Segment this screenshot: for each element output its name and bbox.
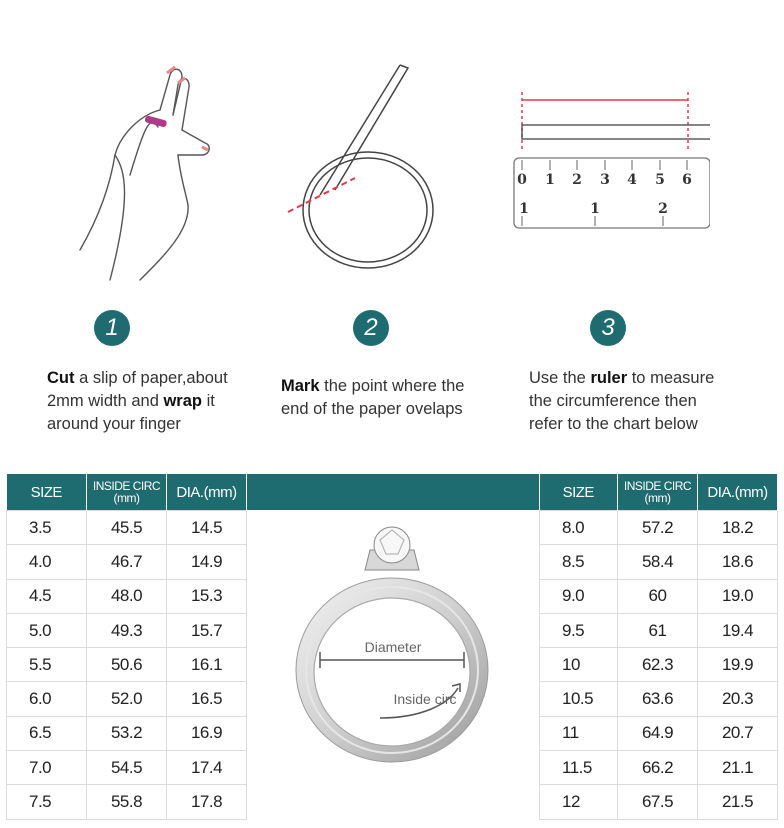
header-size: SIZE <box>540 474 618 511</box>
table-row <box>540 682 778 716</box>
table-row <box>540 579 778 613</box>
ruler-tick-2: 2 <box>572 172 582 188</box>
ruler-cm-tick-a: 1 <box>519 201 529 217</box>
ruler-tick-5: 5 <box>655 172 665 188</box>
table-cell-circ: 53.2 <box>87 716 167 750</box>
header-dia: DIA.(mm) <box>698 474 778 511</box>
table-row <box>540 751 778 785</box>
table-cell-sz: 6.5 <box>7 716 87 750</box>
table-cell-dia: 17.4 <box>167 751 247 785</box>
table-row <box>540 785 778 819</box>
table-cell-circ: 67.5 <box>618 785 698 819</box>
table-cell-sz: 8.5 <box>540 545 618 579</box>
ruler-tick-3: 3 <box>600 172 610 188</box>
table-cell-dia: 14.9 <box>167 545 247 579</box>
table-cell-sz: 10.5 <box>540 682 618 716</box>
table-row <box>540 716 778 750</box>
table-row <box>7 613 247 647</box>
table-row <box>7 682 247 716</box>
table-cell-circ: 46.7 <box>87 545 167 579</box>
table-row <box>7 785 247 819</box>
header-size: SIZE <box>7 474 87 511</box>
table-row <box>7 545 247 579</box>
table-cell-sz: 11.5 <box>540 751 618 785</box>
ruler-tick-1: 1 <box>545 172 555 188</box>
table-cell-dia: 18.6 <box>698 545 778 579</box>
step-1-text: Cut a slip of paper,about 2mm width and wrap it around your finger <box>47 369 228 433</box>
table-cell-sz: 3.5 <box>7 511 87 545</box>
table-row <box>7 579 247 613</box>
step-3-text: Use the ruler to measure the circumference then refer to the chart below <box>529 369 715 433</box>
step-3-badge: 3 <box>590 310 626 346</box>
table-cell-sz: 5.5 <box>7 648 87 682</box>
table-row <box>7 751 247 785</box>
diameter-label: Diameter <box>364 639 422 655</box>
table-cell-sz: 9.0 <box>540 579 618 613</box>
table-row <box>540 545 778 579</box>
table-body-right <box>540 511 778 820</box>
inside-circ-label: Inside circ <box>393 691 457 707</box>
table-cell-circ: 48.0 <box>87 579 167 613</box>
size-table-left <box>6 474 247 820</box>
table-cell-circ: 50.6 <box>87 648 167 682</box>
table-cell-circ: 55.8 <box>87 785 167 819</box>
table-cell-circ: 45.5 <box>87 511 167 545</box>
table-cell-circ: 49.3 <box>87 613 167 647</box>
table-cell-dia: 16.9 <box>167 716 247 750</box>
table-cell-sz: 7.5 <box>7 785 87 819</box>
table-cell-dia: 16.1 <box>167 648 247 682</box>
table-row <box>540 613 778 647</box>
table-body-left <box>7 511 247 820</box>
table-row <box>540 511 778 545</box>
table-cell-dia: 21.5 <box>698 785 778 819</box>
table-cell-dia: 14.5 <box>167 511 247 545</box>
table-header-strip <box>246 474 539 510</box>
table-cell-sz: 9.5 <box>540 613 618 647</box>
table-cell-circ: 61 <box>618 613 698 647</box>
table-cell-dia: 20.7 <box>698 716 778 750</box>
table-cell-dia: 15.3 <box>167 579 247 613</box>
table-cell-circ: 60 <box>618 579 698 613</box>
table-row <box>7 716 247 750</box>
header-inside-circ: INSIDE CIRC (mm) <box>618 474 698 511</box>
table-cell-dia: 20.3 <box>698 682 778 716</box>
table-cell-dia: 19.0 <box>698 579 778 613</box>
ruler-cm-tick-c: 2 <box>658 201 668 217</box>
table-cell-circ: 52.0 <box>87 682 167 716</box>
size-table-right <box>539 474 778 820</box>
table-cell-circ: 64.9 <box>618 716 698 750</box>
table-cell-sz: 11 <box>540 716 618 750</box>
table-cell-sz: 4.5 <box>7 579 87 613</box>
table-cell-sz: 4.0 <box>7 545 87 579</box>
table-cell-sz: 7.0 <box>7 751 87 785</box>
table-cell-dia: 19.4 <box>698 613 778 647</box>
ruler-tick-0: 0 <box>517 172 527 188</box>
table-cell-dia: 21.1 <box>698 751 778 785</box>
ruler-illustration <box>510 80 710 235</box>
table-cell-sz: 5.0 <box>7 613 87 647</box>
table-cell-sz: 6.0 <box>7 682 87 716</box>
step-1-badge: 1 <box>94 310 130 346</box>
table-cell-sz: 12 <box>540 785 618 819</box>
table-row <box>540 648 778 682</box>
paper-loop-illustration <box>280 60 450 275</box>
table-cell-sz: 10 <box>540 648 618 682</box>
table-row <box>7 648 247 682</box>
ring-illustration <box>280 520 510 770</box>
table-cell-dia: 16.5 <box>167 682 247 716</box>
table-cell-dia: 19.9 <box>698 648 778 682</box>
table-cell-dia: 17.8 <box>167 785 247 819</box>
table-row <box>7 511 247 545</box>
step-2-badge: 2 <box>353 310 389 346</box>
ruler-tick-6: 6 <box>682 172 692 188</box>
table-cell-circ: 58.4 <box>618 545 698 579</box>
table-cell-circ: 62.3 <box>618 648 698 682</box>
table-cell-circ: 66.2 <box>618 751 698 785</box>
header-inside-circ: INSIDE CIRC (mm) <box>87 474 167 511</box>
hand-wrap-illustration <box>70 55 230 285</box>
ruler-tick-4: 4 <box>627 172 637 188</box>
table-cell-circ: 63.6 <box>618 682 698 716</box>
table-cell-dia: 15.7 <box>167 613 247 647</box>
header-dia: DIA.(mm) <box>167 474 247 511</box>
table-cell-circ: 54.5 <box>87 751 167 785</box>
table-cell-sz: 8.0 <box>540 511 618 545</box>
table-cell-dia: 18.2 <box>698 511 778 545</box>
ruler-cm-tick-b: 1 <box>590 201 600 217</box>
table-cell-circ: 57.2 <box>618 511 698 545</box>
step-2-text: Mark the point where the end of the paper ovelaps <box>281 377 465 418</box>
